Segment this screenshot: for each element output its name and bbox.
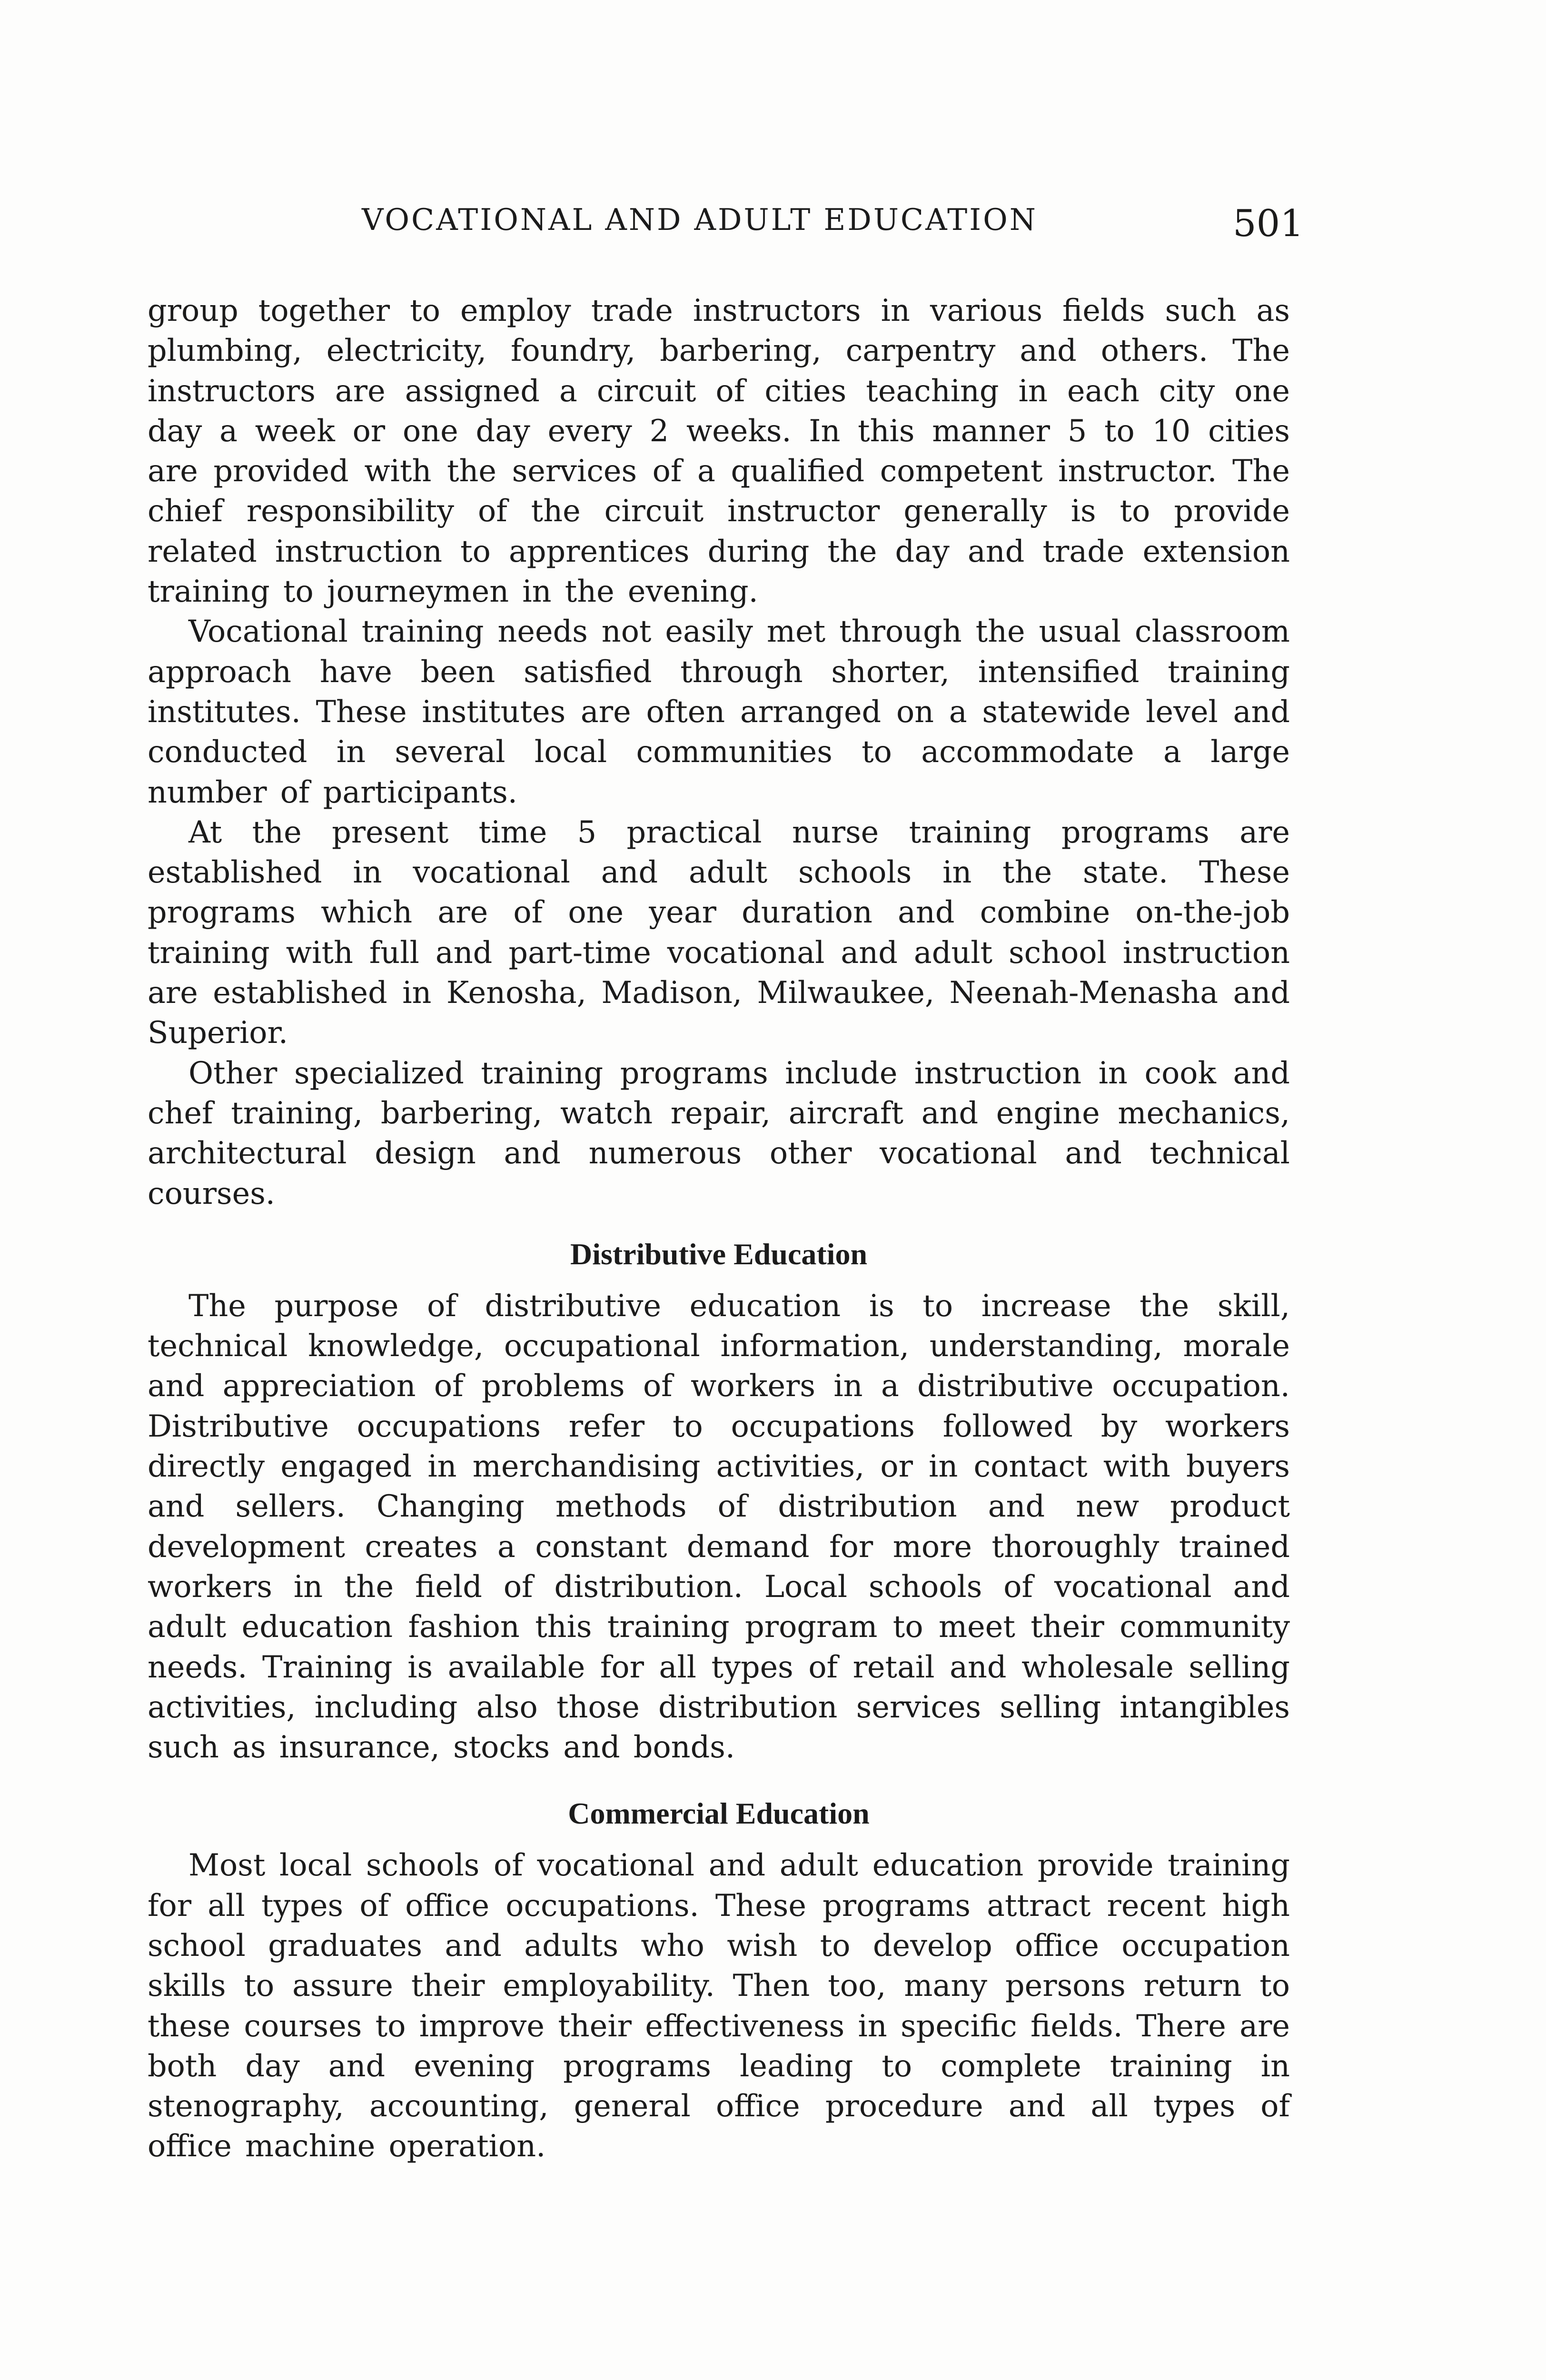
text-column [148,290,1290,2166]
paragraph-training-institutes: Vocational training needs not easily met through the usual classroom approach have been satisfied through shorter, intensified training institutes. These institutes are often arranged on a statewide level and conducted in several local communities to accommodate a large number of participants. [148,614,1290,810]
page-number: 501 [1233,202,1304,245]
paragraph-distributive-education: The purpose of distributive education is to increase the skill, technical knowledge, occupational information, understanding, morale and appreciation of problems of workers in a distributive occupation. Distributive occupations refer to occupations followed by workers directly engaged in merchandising activities, or in contact with buyers and sellers. Changing methods of distribution and new product development creates a constant demand for more thoroughly trained workers in the field of distribution. Local schools of vocational and adult education fashion this training program to meet their community needs. Training is available for all types of retail and wholesale selling activities, including also those distribution services selling intangibles such as insurance, stocks and bonds. [148,1288,1290,1765]
paragraph-commercial-education: Most local schools of vocational and adult education provide training for all types of office occupations. These programs attract recent high school graduates and adults who wish to develop office occupation skills to assure their employability. Then too, many persons return to these courses to improve their effectiveness in specific fields. There are both day and evening programs leading to complete training in stenography, accounting, general office procedure and all types of office machine operation. [148,1847,1290,2164]
heading-commercial-education: Commercial Education [568,1796,870,1831]
paragraph-practical-nurse: At the present time 5 practical nurse training programs are established in vocational and adult schools in the state. These programs which are of one year duration and combine on-the-job training with full and part-time vocational and adult school instruction are established in Kenosha, Madison, Milwaukee, Neenah-Menasha and Superior. [148,814,1290,1051]
paragraph-specialized-programs: Other specialized training programs include instruction in cook and chef training, barbering, watch repair, aircraft and engine mechanics, architectural design and numerous other vocational and technical courses. [148,1055,1290,1211]
paragraph-circuit-instructors: group together to employ trade instructors in various fields such as plumbing, electricity, foundry, barbering, carpentry and others. The instructors are assigned a circuit of cities teaching in each city one day a week or one day every 2 weeks. In this manner 5 to 10 cities are provided with the services of a qualified competent instructor. The chief responsibility of the circuit instructor generally is to provide related instruction to apprentices during the day and trade extension training to journeymen in the evening. [148,293,1290,609]
running-head: VOCATIONAL AND ADULT EDUCATION [362,202,1038,237]
heading-distributive-education: Distributive Education [570,1237,868,1271]
